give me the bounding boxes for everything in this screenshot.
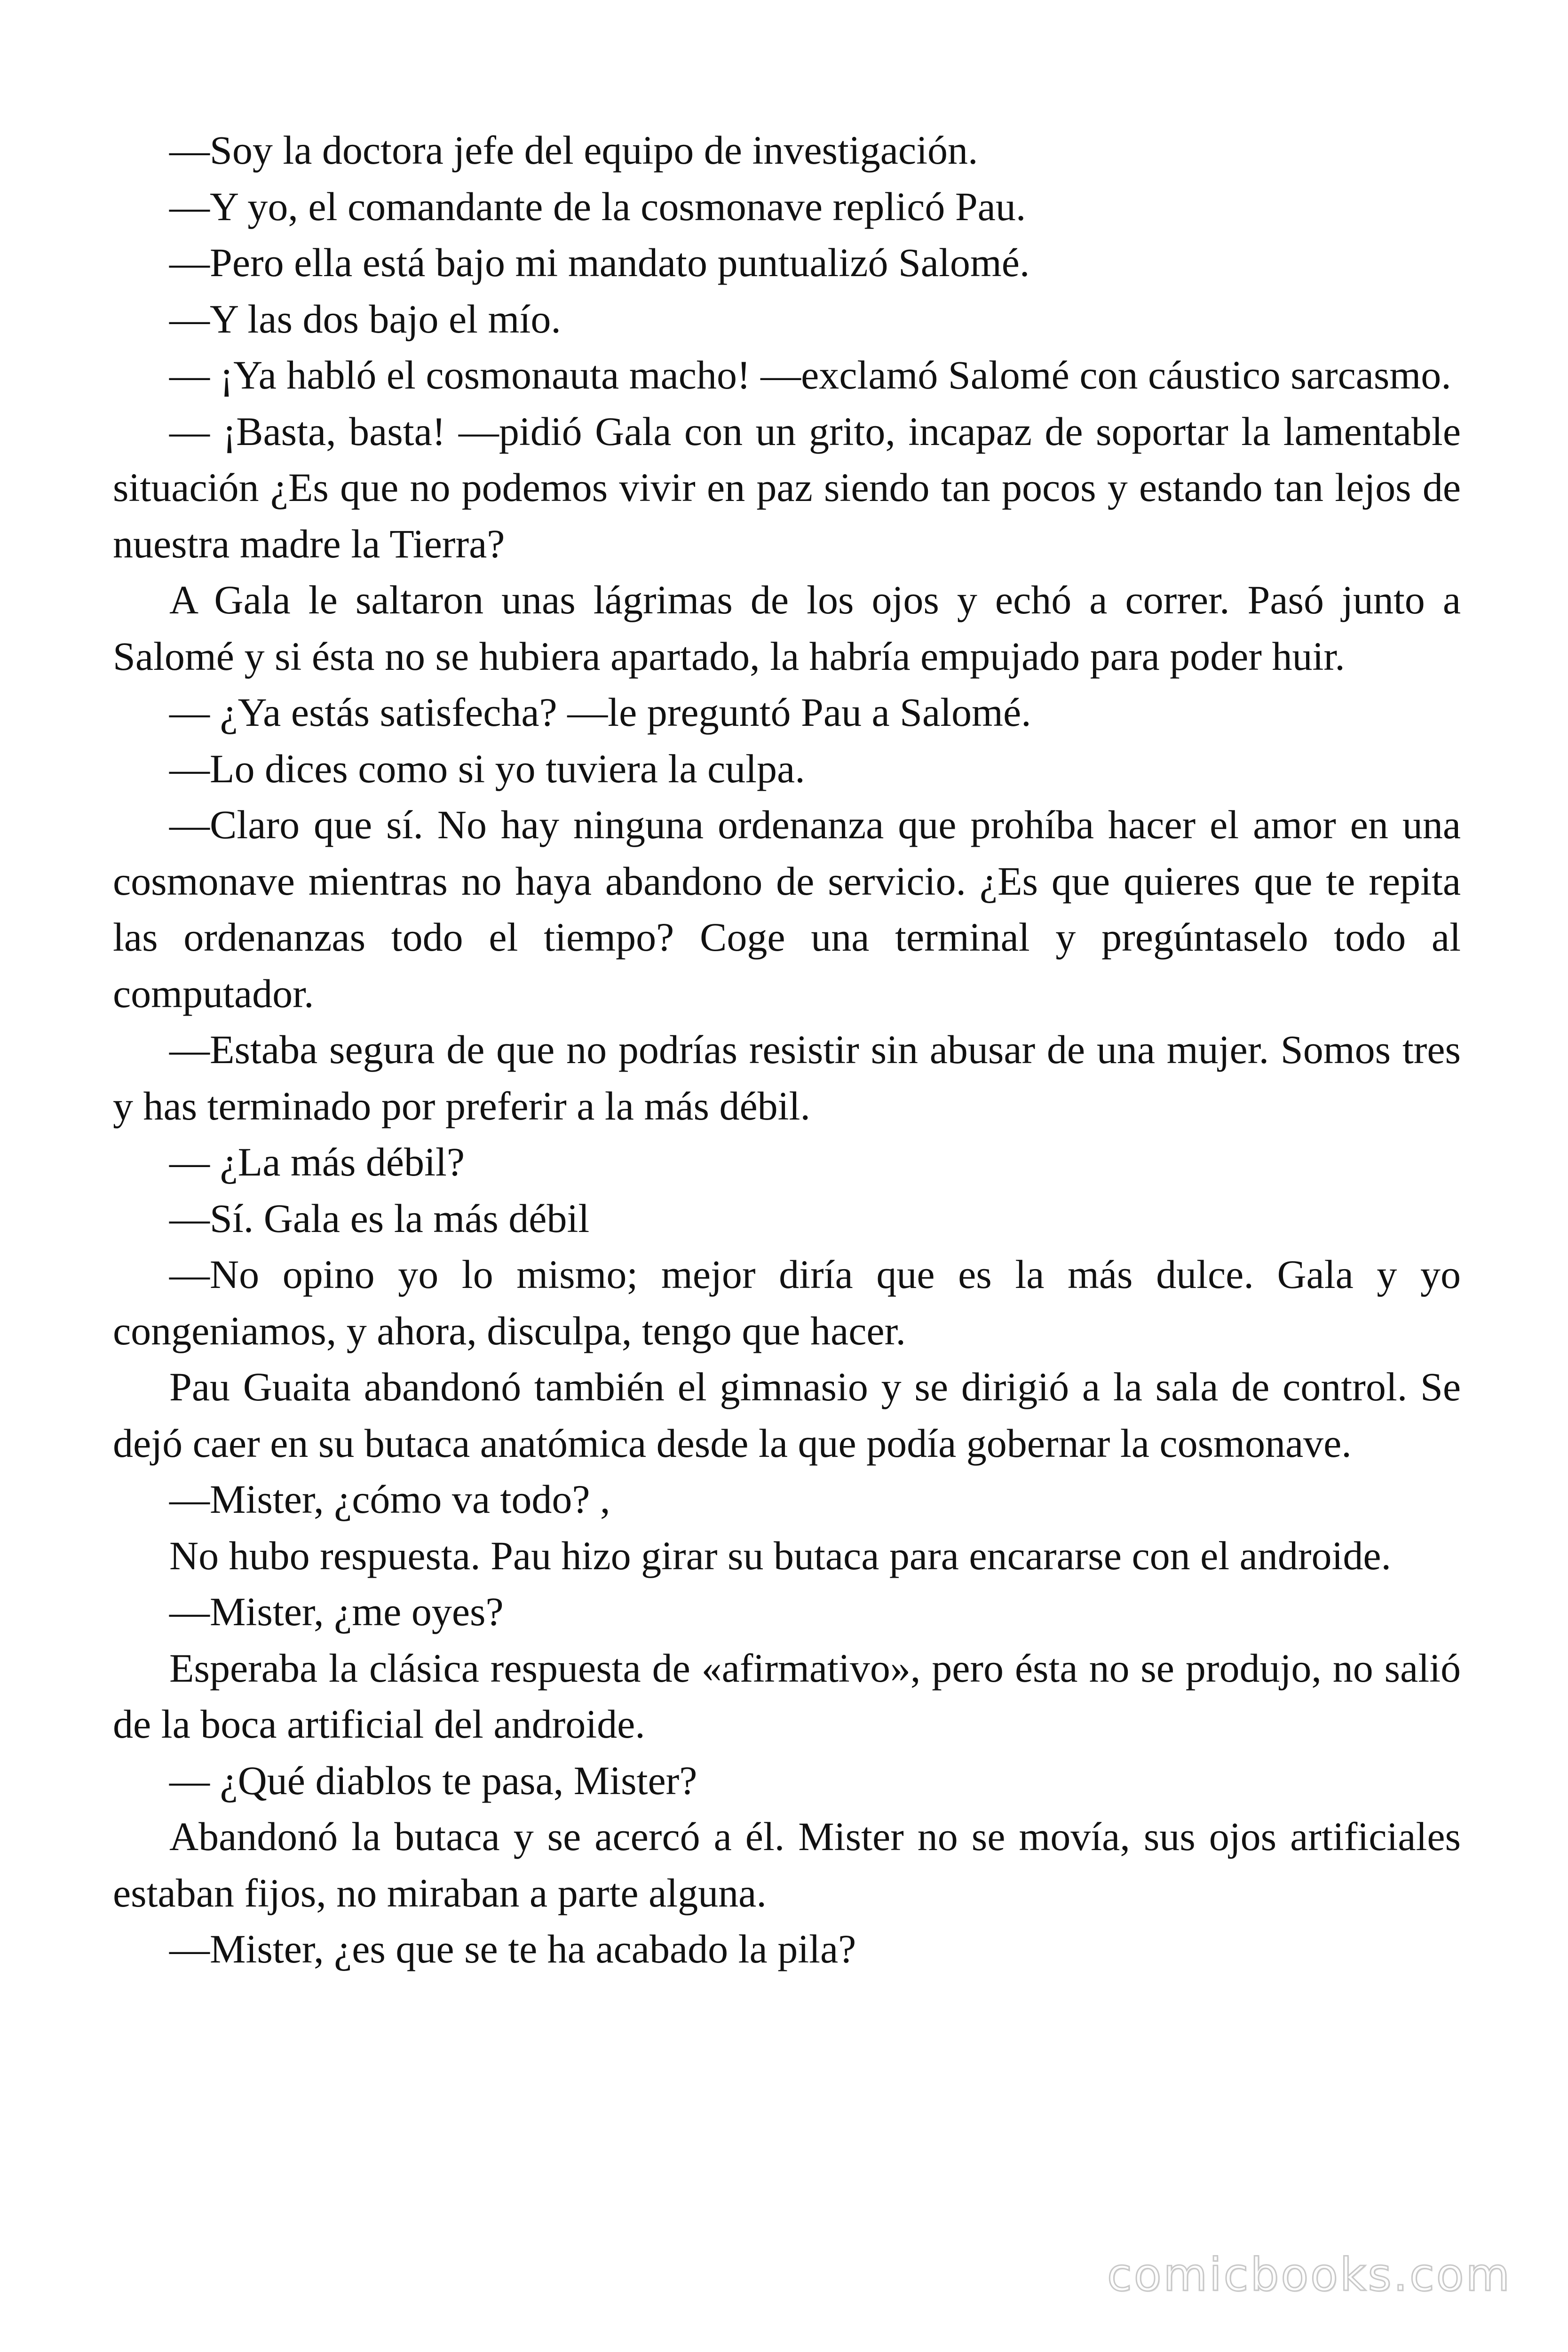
paragraph: —Y las dos bajo el mío.: [169, 296, 561, 342]
paragraph: —Pero ella está bajo mi mandato puntualizó Salomé.: [169, 240, 1030, 285]
paragraph: A Gala le saltaron unas lágrimas de los ojos y echó a correr. Pasó junto a Salomé y si ésta no se hubiera apartado, la habría empujado para poder huir.: [113, 577, 1461, 679]
paragraph: —Mister, ¿cómo va todo? ,: [169, 1477, 610, 1522]
paragraph: —Claro que sí. No hay ninguna ordenanza que prohíba hacer el amor en una cosmonave mientras no haya abandono de servicio. ¿Es que quieres que te repita las ordenanzas todo el tiempo? Coge una terminal y pregúntaselo todo al computador.: [113, 802, 1461, 1016]
page-text: [113, 122, 1461, 1978]
paragraph: Pau Guaita abandonó también el gimnasio y se dirigió a la sala de control. Se dejó caer en su butaca anatómica desde la que podía gobernar la cosmonave.: [113, 1364, 1461, 1466]
paragraph: — ¡Ya habló el cosmonauta macho! —exclamó Salomé con cáustico sarcasmo.: [169, 352, 1451, 397]
paragraph: —Lo dices como si yo tuviera la culpa.: [169, 746, 805, 791]
paragraph: Abandonó la butaca y se acercó a él. Mister no se movía, sus ojos artificiales estaban fijos, no miraban a parte alguna.: [113, 1814, 1461, 1915]
paragraph: — ¿Ya estás satisfecha? —le preguntó Pau a Salomé.: [169, 690, 1031, 735]
paragraph: No hubo respuesta. Pau hizo girar su butaca para encararse con el androide.: [169, 1533, 1392, 1578]
paragraph: —Estaba segura de que no podrías resistir sin abusar de una mujer. Somos tres y has terminado por preferir a la más débil.: [113, 1027, 1461, 1128]
paragraph: —No opino yo lo mismo; mejor diría que es la más dulce. Gala y yo congeniamos, y ahora, disculpa, tengo que hacer.: [113, 1252, 1461, 1353]
paragraph: —Mister, ¿es que se te ha acabado la pila?: [169, 1926, 856, 1971]
paragraph: —Y yo, el comandante de la cosmonave replicó Pau.: [169, 183, 1026, 229]
paragraph: — ¡Basta, basta! —pidió Gala con un grito, incapaz de soportar la lamentable situación ¿Es que no podemos vivir en paz siendo tan pocos y estando tan lejos de nuestra madre la Tierra?: [113, 408, 1461, 566]
paragraph: Esperaba la clásica respuesta de «afirmativo», pero ésta no se produjo, no salió de la boca artificial del androide.: [113, 1645, 1461, 1747]
paragraph: —Mister, ¿me oyes?: [169, 1589, 504, 1634]
paragraph: —Soy la doctora jefe del equipo de investigación.: [169, 127, 978, 173]
watermark: comicbooks.com: [1107, 2249, 1512, 2301]
paragraph: —Sí. Gala es la más débil: [169, 1195, 590, 1241]
paragraph: — ¿Qué diablos te pasa, Mister?: [169, 1757, 697, 1803]
paragraph: — ¿La más débil?: [169, 1139, 465, 1184]
